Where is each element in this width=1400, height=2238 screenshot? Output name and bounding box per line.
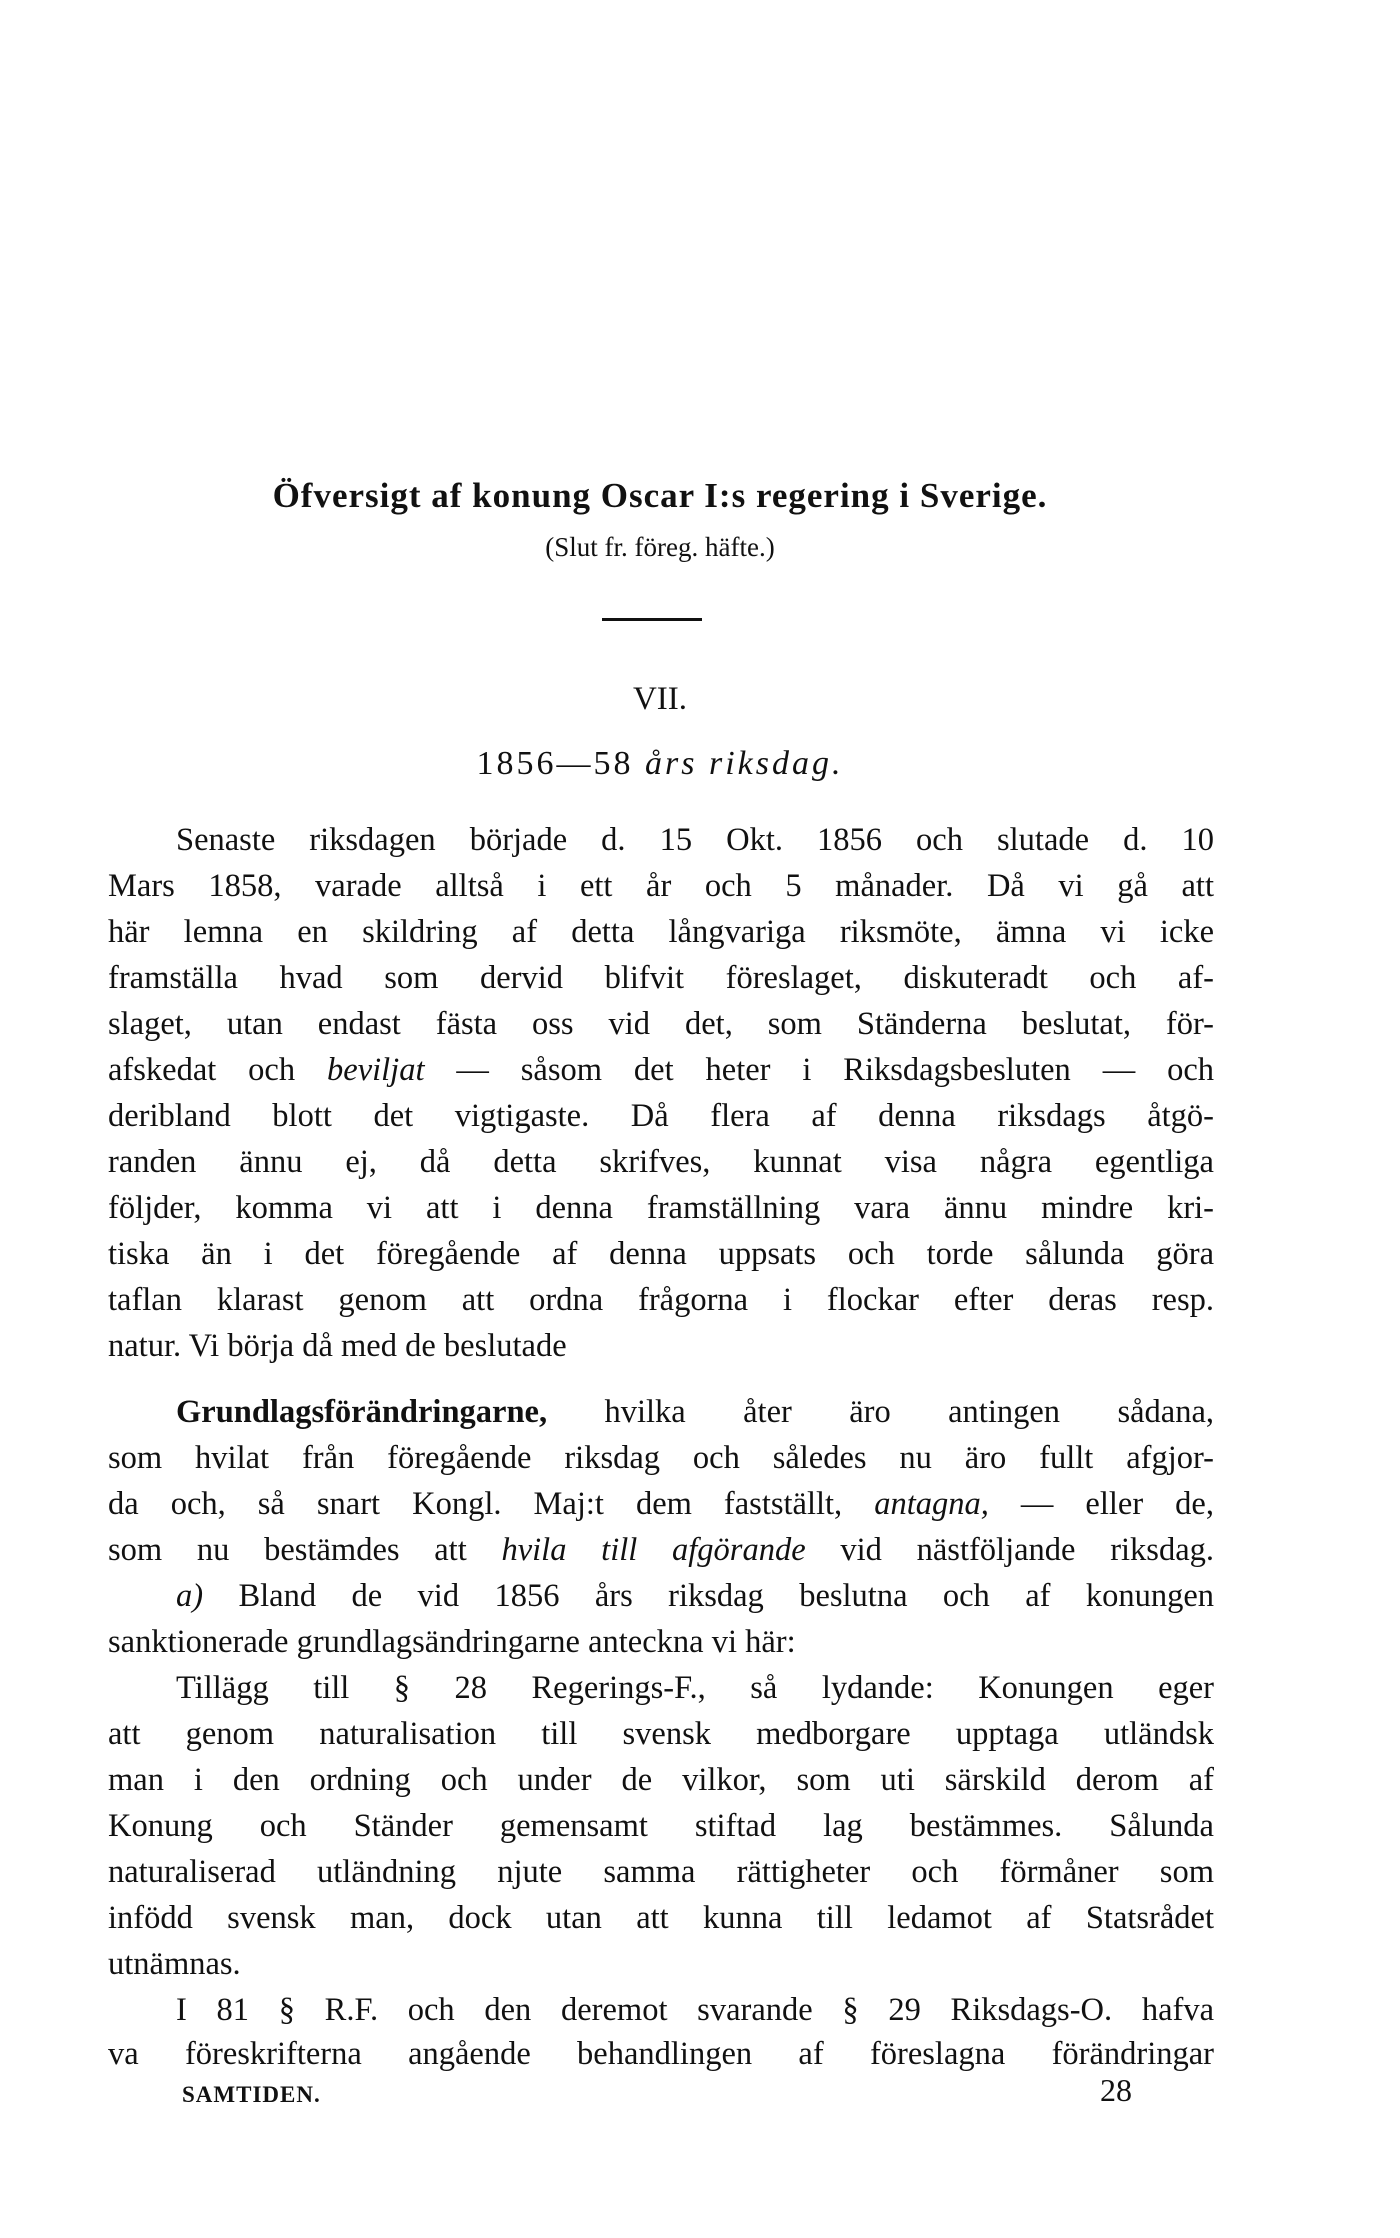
body-line: va föreskrifterna angående behandlingen af föreslagna förändringar	[108, 2036, 1214, 2072]
body-line	[108, 1050, 1214, 1090]
body-line: I 81 § R.F. och den deremot svarande § 29 Riksdags-O. hafva	[176, 1992, 1214, 2028]
body-line: man i den ordning och under de vilkor, som uti särskild derom af	[108, 1762, 1214, 1798]
body-line: sanktionerade grundlagsändringarne anteckna vi här:	[108, 1624, 796, 1660]
emphasis-text: antagna,	[874, 1486, 989, 1522]
chapter-heading	[160, 745, 1160, 783]
body-segment: som nu bestämdes att	[108, 1532, 467, 1568]
article-subtitle: (Slut fr. föreg. häfte.)	[545, 532, 775, 562]
body-segment: — såsom det heter i Riksdagsbesluten — och	[456, 1052, 1215, 1088]
body-line: natur. Vi börja då med de beslutade	[108, 1328, 567, 1364]
body-line: naturaliserad utländning njute samma rättigheter och förmåner som	[108, 1854, 1214, 1890]
body-line	[108, 1530, 1214, 1570]
body-line: deribland blott det vigtigaste. Då flera af denna riksdags åtgö-	[108, 1098, 1214, 1134]
body-line: utnämnas.	[108, 1946, 241, 1982]
body-segment: afskedat och	[108, 1052, 296, 1088]
body-line: slaget, utan endast fästa oss vid det, som Ständerna beslutat, för-	[108, 1006, 1214, 1042]
list-marker: a)	[176, 1578, 204, 1614]
body-line: som hvilat från föregående riksdag och således nu äro fullt afgjor-	[108, 1440, 1214, 1476]
body-line	[108, 1484, 1214, 1524]
body-line: Mars 1858, varade alltså i ett år och 5 månader. Då vi gå att	[108, 868, 1214, 904]
page-number: 28	[1100, 2072, 1132, 2108]
chapter-title: års riksdag.	[645, 745, 844, 782]
body-line: Tillägg till § 28 Regerings-F., så lydande: Konungen eger	[176, 1670, 1214, 1706]
chapter-number: VII.	[632, 681, 688, 717]
body-line: att genom naturalisation till svensk medborgare upptaga utländsk	[108, 1716, 1214, 1752]
divider-rule	[602, 618, 702, 621]
article-title: Öfversigt af konung Oscar I:s regering i Sverige.	[272, 476, 1048, 515]
body-line: Konung och Ständer gemensamt stiftad lag bestämmes. Sålunda	[108, 1808, 1214, 1844]
body-line: här lemna en skildring af detta långvariga riksmöte, ämna vi icke	[108, 914, 1214, 950]
section-heading: Grundlagsförändringarne,	[176, 1394, 548, 1430]
body-segment: vid nästföljande riksdag.	[840, 1532, 1214, 1568]
body-segment: da och, så snart Kongl. Maj:t dem fastställt,	[108, 1486, 843, 1522]
body-line: infödd svensk man, dock utan att kunna till ledamot af Statsrådet	[108, 1900, 1214, 1936]
body-line: randen ännu ej, då detta skrifves, kunnat visa några egentliga	[108, 1144, 1214, 1180]
body-segment: — eller de,	[1020, 1486, 1214, 1522]
body-segment: Bland de vid 1856 års riksdag beslutna och af konungen	[238, 1578, 1215, 1614]
emphasis-text: hvila till afgörande	[501, 1532, 806, 1568]
chapter-years: 1856—58	[476, 745, 634, 782]
emphasis-text: beviljat	[327, 1052, 425, 1088]
body-line: följder, komma vi att i denna framställning vara ännu mindre kri-	[108, 1190, 1214, 1226]
body-line	[176, 1576, 1214, 1616]
body-line	[176, 1392, 1214, 1432]
body-line: tiska än i det föregående af denna uppsats och torde sålunda göra	[108, 1236, 1214, 1272]
body-line: framställa hvad som dervid blifvit föreslaget, diskuteradt och af-	[108, 960, 1214, 996]
body-line: Senaste riksdagen började d. 15 Okt. 1856 och slutade d. 10	[176, 822, 1214, 858]
body-segment: hvilka åter äro antingen sådana,	[604, 1394, 1214, 1430]
body-line: taflan klarast genom att ordna frågorna i flockar efter deras resp.	[108, 1282, 1214, 1318]
journal-name: SAMTIDEN.	[182, 2082, 321, 2107]
